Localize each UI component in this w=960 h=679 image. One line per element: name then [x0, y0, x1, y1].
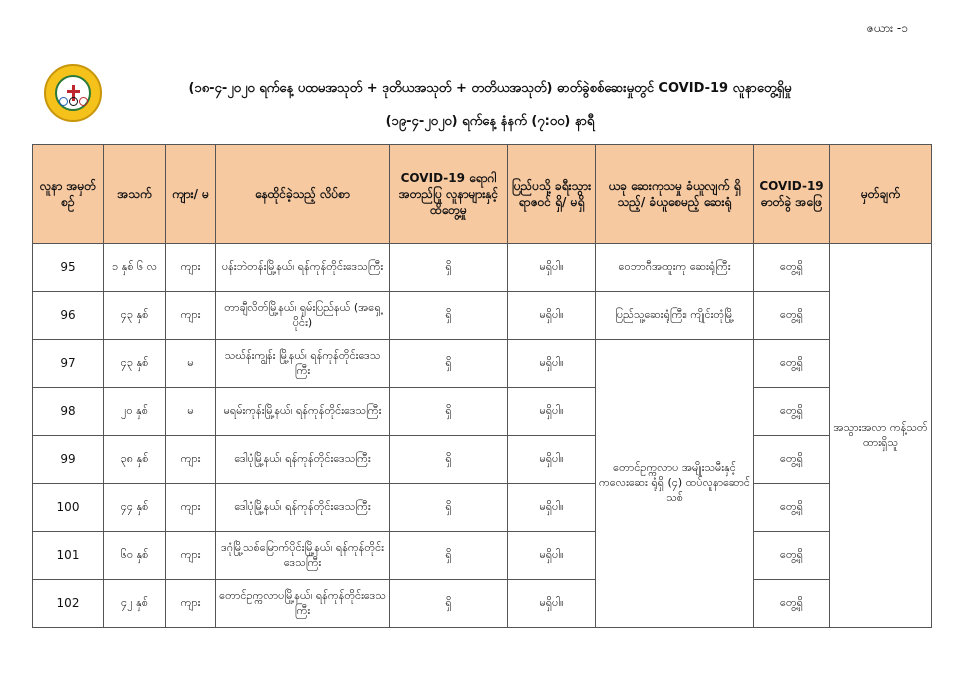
patient-address: တာချီလိတ်မြို့နယ်၊ ရှမ်းပြည်နယ် (အရှေ့ပိုင်း) [216, 292, 390, 340]
patient-contact: ရှိ [390, 292, 508, 340]
table-header-row [33, 145, 932, 244]
table-row [33, 340, 932, 388]
patient-travel: မရှိပါ။ [508, 484, 596, 532]
table-row [33, 292, 932, 340]
patient-contact: ရှိ [390, 532, 508, 580]
patient-address: ဒေါပုံမြို့နယ်၊ ရန်ကုန်တိုင်းဒေသကြီး [216, 436, 390, 484]
page-number: ဇယား -၁ [866, 21, 908, 35]
report-title: (၁၈-၄-၂၀၂၀ ရက်နေ့ ပထမအသုတ် + ဒုတိယအသုတ် + တတိယအသုတ်) ဓာတ်ခွဲစစ်ဆေးမှုတွင် COVID-19 လူနာတွေ့ရှိမှု [188, 81, 792, 96]
patient-no: 96 [33, 292, 104, 340]
table-row [33, 532, 932, 580]
patient-travel: မရှိပါ။ [508, 244, 596, 292]
patient-no: 99 [33, 436, 104, 484]
patient-sex: ကျား [166, 436, 216, 484]
patient-table [32, 144, 932, 628]
patient-sex: ကျား [166, 292, 216, 340]
patient-no: 95 [33, 244, 104, 292]
patient-age: ၆၀ နှစ် [104, 532, 166, 580]
patient-no: 97 [33, 340, 104, 388]
patient-age: ၂၀ နှစ် [104, 388, 166, 436]
patient-contact: ရှိ [390, 388, 508, 436]
patient-sex: ကျား [166, 484, 216, 532]
table-row [33, 484, 932, 532]
patient-result: တွေ့ရှိ [754, 436, 830, 484]
patient-contact: ရှိ [390, 580, 508, 628]
col-remark: မှတ်ချက် [830, 145, 932, 244]
patient-sex: ကျား [166, 244, 216, 292]
patient-result: တွေ့ရှိ [754, 532, 830, 580]
patient-travel: မရှိပါ။ [508, 532, 596, 580]
patient-address: တောင်ဥက္ကလာပမြို့နယ်၊ ရန်ကုန်တိုင်းဒေသကြီး [216, 580, 390, 628]
patient-age: ၄၃ နှစ် [104, 292, 166, 340]
patient-travel: မရှိပါ။ [508, 340, 596, 388]
patient-result: တွေ့ရှိ [754, 484, 830, 532]
patient-age: ၁ နှစ် ၆ လ [104, 244, 166, 292]
patient-travel: မရှိပါ။ [508, 292, 596, 340]
patient-age: ၄၄ နှစ် [104, 484, 166, 532]
patient-address: ဒဂုံမြို့သစ်မြောက်ပိုင်းမြို့နယ်၊ ရန်ကုန်တိုင်းဒေသကြီး [216, 532, 390, 580]
patient-age: ၃၈ နှစ် [104, 436, 166, 484]
col-contact: COVID-19 ရောဂါ အတည်ပြု လူနာများနှင့် ထိတွေ့မှု [390, 145, 508, 244]
remark-cell: အသွားအလာ ကန့်သတ် ထားရှိသူ [830, 244, 932, 628]
col-result: COVID-19 ဓာတ်ခွဲ အဖြေ [754, 145, 830, 244]
col-address: နေထိုင်ခဲ့သည့် လိပ်စာ [216, 145, 390, 244]
patient-travel: မရှိပါ။ [508, 436, 596, 484]
col-travel: ပြည်ပသို့ ခရီးသွား ရာဇဝင် ရှိ/ မရှိ [508, 145, 596, 244]
patient-sex: မ [166, 388, 216, 436]
patient-sex: ကျား [166, 532, 216, 580]
patient-no: 102 [33, 580, 104, 628]
col-hospital: ယခု ဆေးကုသမှု ခံယူလျက် ရှိသည့်/ ခံယူစေမည့် ဆေးရုံ [596, 145, 754, 244]
patient-travel: မရှိပါ။ [508, 580, 596, 628]
ministry-logo-icon [44, 64, 102, 122]
patient-address: ပန်းဘဲတန်းမြို့နယ်၊ ရန်ကုန်တိုင်းဒေသကြီး [216, 244, 390, 292]
col-patient-no: လူနာ အမှတ် စဉ် [33, 145, 104, 244]
col-age: အသက် [104, 145, 166, 244]
patient-result: တွေ့ရှိ [754, 244, 830, 292]
patient-contact: ရှိ [390, 436, 508, 484]
patient-hospital: ဝေဘာဂီအထူးကု ဆေးရုံကြီး [596, 244, 754, 292]
patient-contact: ရှိ [390, 244, 508, 292]
patient-age: ၄၂ နှစ် [104, 580, 166, 628]
patient-result: တွေ့ရှိ [754, 388, 830, 436]
patient-no: 100 [33, 484, 104, 532]
patient-contact: ရှိ [390, 340, 508, 388]
patient-result: တွေ့ရှိ [754, 340, 830, 388]
patient-hospital: ပြည်သူ့ဆေးရုံကြီး၊ ကျိုင်းတုံမြို့ [596, 292, 754, 340]
patient-address: မရမ်းကုန်းမြို့နယ်၊ ရန်ကုန်တိုင်းဒေသကြီး [216, 388, 390, 436]
patient-address: ဒေါပုံမြို့နယ်၊ ရန်ကုန်တိုင်းဒေသကြီး [216, 484, 390, 532]
patient-result: တွေ့ရှိ [754, 292, 830, 340]
patient-result: တွေ့ရှိ [754, 580, 830, 628]
table-row [33, 436, 932, 484]
patient-age: ၄၃ နှစ် [104, 340, 166, 388]
patient-sex: ကျား [166, 580, 216, 628]
patient-no: 98 [33, 388, 104, 436]
table-row [33, 580, 932, 628]
patient-contact: ရှိ [390, 484, 508, 532]
table-row [33, 244, 932, 292]
patient-sex: မ [166, 340, 216, 388]
report-date: (၁၉-၄-၂၀၂၀) ရက်နေ့ နံနက် (၇:၀၀) နာရီ [385, 114, 595, 129]
patient-travel: မရှိပါ။ [508, 388, 596, 436]
table-row [33, 388, 932, 436]
patient-no: 101 [33, 532, 104, 580]
col-sex: ကျား/ မ [166, 145, 216, 244]
patient-address: သဃ်န်းကျွန်း မြို့နယ်၊ ရန်ကုန်တိုင်းဒေသကြီး [216, 340, 390, 388]
patient-hospital-group: တောင်ဥက္ကလာပ အမျိုးသမီးနှင့်ကလေးဆေး ရုံရှိ (၄) ထပ်လူနာဆောင်သစ် [596, 340, 754, 628]
